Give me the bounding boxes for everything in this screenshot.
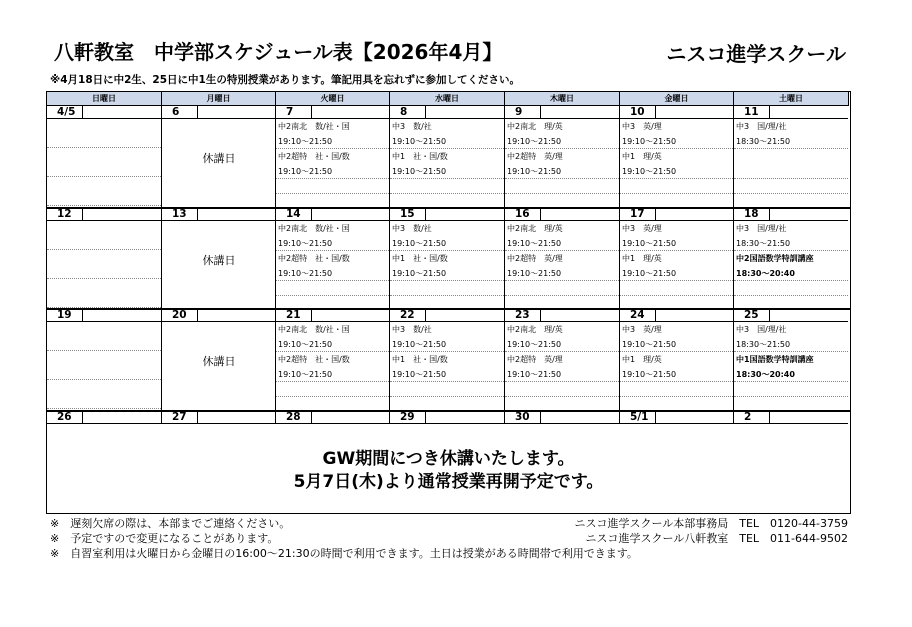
day-number — [390, 309, 504, 322]
day-number — [47, 208, 161, 221]
class-time: 19:10～21:50 — [620, 135, 733, 149]
day-number-text: 20 — [172, 309, 187, 321]
class-time: 18:30～21:50 — [734, 237, 848, 251]
day-number — [505, 309, 619, 322]
day-number-text: 14 — [286, 208, 301, 220]
day-number-text: 5/1 — [630, 411, 649, 423]
class-name: 中3 数/社 — [392, 122, 432, 131]
footer-note-change: ※ 予定ですので変更になることがあります。 — [50, 532, 279, 545]
blank-line — [276, 180, 389, 194]
class-time: 19:10～21:50 — [276, 267, 389, 281]
blank-line — [734, 180, 848, 194]
day-number-text: 28 — [286, 411, 301, 423]
day-number-text: 12 — [57, 208, 72, 220]
class-time: 19:10～21:50 — [390, 237, 504, 251]
class-time: 19:10～21:50 — [390, 165, 504, 179]
day-number — [505, 411, 619, 424]
class-time: 18:30～20:40 — [734, 267, 848, 281]
day-number — [276, 309, 389, 322]
class-name: 中3 国/理/社 — [736, 224, 787, 233]
day-number — [276, 106, 389, 119]
weekday-header: 日曜日 — [47, 92, 162, 106]
class-name: 中2南北 理/英 — [507, 122, 563, 131]
day-number-text: 13 — [172, 208, 187, 220]
blank-line — [47, 279, 161, 308]
blank-line — [505, 383, 619, 397]
resume-message: 5月7日(木)より通常授業再開予定です。 — [293, 472, 604, 492]
class-name: 中3 英/理 — [622, 122, 662, 131]
class-time: 19:10～21:50 — [620, 368, 733, 382]
weekday-header: 金曜日 — [620, 92, 734, 106]
day-number-text: 25 — [744, 309, 759, 321]
day-number — [734, 309, 848, 322]
day-number — [505, 106, 619, 119]
blank-line — [505, 180, 619, 194]
day-number-text: 8 — [400, 106, 408, 118]
class-time: 19:10～21:50 — [276, 237, 389, 251]
special-class-notice: ※4月18日に中2生、25日に中1生の特別授業があります。筆記用具を忘れずに参加してください。 — [50, 74, 521, 86]
class-name: 中3 国/理/社 — [736, 122, 787, 131]
class-name: 中1 社・国/数 — [392, 355, 448, 364]
day-number — [47, 309, 161, 322]
class-time: 19:10～21:50 — [390, 267, 504, 281]
day-number — [162, 106, 275, 119]
class-time: 19:10～21:50 — [505, 368, 619, 382]
class-name: 中2南北 理/英 — [507, 224, 563, 233]
day-number — [276, 208, 389, 221]
class-time: 19:10～21:50 — [276, 368, 389, 382]
day-number-text: 26 — [57, 411, 72, 423]
blank-line — [47, 177, 161, 206]
class-name: 中1 理/英 — [622, 152, 662, 161]
class-name: 中2超特 英/理 — [507, 355, 563, 364]
footer-contact-head-office: ニスコ進学スクール本部事務局 TEL 0120-44-3759 — [574, 517, 848, 530]
day-number-text: 21 — [286, 309, 301, 321]
weekday-header: 土曜日 — [734, 92, 849, 106]
day-number-text: 18 — [744, 208, 759, 220]
blank-line — [390, 383, 504, 397]
blank-line — [47, 250, 161, 279]
day-number — [162, 208, 275, 221]
day-number — [162, 309, 275, 322]
class-name: 中1国語数学特訓講座 — [736, 355, 814, 364]
day-number-text: 19 — [57, 309, 72, 321]
day-number-text: 27 — [172, 411, 187, 423]
day-number — [734, 106, 848, 119]
class-time: 19:10～21:50 — [505, 338, 619, 352]
class-name: 中1 理/英 — [622, 355, 662, 364]
class-time — [734, 165, 848, 179]
class-time: 19:10～21:50 — [276, 338, 389, 352]
blank-line — [620, 282, 733, 296]
schedule-calendar — [46, 91, 851, 514]
class-time: 18:30～21:50 — [734, 135, 848, 149]
blank-line — [390, 180, 504, 194]
day-number-text: 9 — [515, 106, 523, 118]
class-name: 中3 英/理 — [622, 224, 662, 233]
class-name: 中2南北 数/社・国 — [278, 325, 350, 334]
day-number-text: 11 — [744, 106, 759, 118]
closed-day-label: 休講日 — [202, 254, 236, 267]
blank-line — [620, 180, 733, 194]
class-name: 中1 社・国/数 — [392, 254, 448, 263]
blank-line — [47, 119, 161, 148]
class-time: 19:10～21:50 — [620, 267, 733, 281]
class-time: 19:10～21:50 — [505, 165, 619, 179]
day-number — [620, 208, 733, 221]
class-name: 中2超特 社・国/数 — [278, 152, 350, 161]
day-number — [620, 106, 733, 119]
blank-line — [505, 282, 619, 296]
class-name: 中2超特 社・国/数 — [278, 355, 350, 364]
day-number-text: 22 — [400, 309, 415, 321]
blank-line — [47, 322, 161, 351]
class-name: 中2国語数学特訓講座 — [736, 254, 814, 263]
day-number — [47, 411, 161, 424]
class-time: 19:10～21:50 — [620, 165, 733, 179]
class-name: 中3 国/理/社 — [736, 325, 787, 334]
blank-line — [47, 148, 161, 177]
day-number-text: 16 — [515, 208, 530, 220]
weekday-header: 火曜日 — [276, 92, 390, 106]
day-number-text: 15 — [400, 208, 415, 220]
class-name: 中3 数/社 — [392, 325, 432, 334]
day-number-text: 29 — [400, 411, 415, 423]
class-name: 中2南北 数/社・国 — [278, 224, 350, 233]
school-name: ニスコ進学スクール — [666, 42, 846, 66]
day-number — [390, 106, 504, 119]
blank-line — [276, 282, 389, 296]
day-number — [620, 411, 733, 424]
blank-line — [620, 383, 733, 397]
class-name: 中1 社・国/数 — [392, 152, 448, 161]
blank-line — [390, 282, 504, 296]
footer-note-study-room: ※ 自習室利用は火曜日から金曜日の16:00～21:30の時間で利用できます。土日は授業がある時間帯で利用できます。 — [50, 547, 638, 560]
class-name: 中2超特 英/理 — [507, 254, 563, 263]
day-number — [276, 411, 389, 424]
day-number — [390, 411, 504, 424]
day-number — [47, 106, 161, 119]
closed-day-label: 休講日 — [202, 152, 236, 165]
class-name: 中2超特 社・国/数 — [278, 254, 350, 263]
class-name: 中3 英/理 — [622, 325, 662, 334]
class-name: 中3 数/社 — [392, 224, 432, 233]
class-time: 19:10～21:50 — [390, 368, 504, 382]
day-number — [390, 208, 504, 221]
class-time: 19:10～21:50 — [505, 267, 619, 281]
blank-line — [276, 383, 389, 397]
class-time: 19:10～21:50 — [505, 135, 619, 149]
day-number-text: 7 — [286, 106, 294, 118]
day-number-text: 30 — [515, 411, 530, 423]
class-name — [734, 150, 848, 164]
class-time: 18:30～21:50 — [734, 338, 848, 352]
day-number — [505, 208, 619, 221]
class-name: 中2超特 英/理 — [507, 152, 563, 161]
closed-day-label: 休講日 — [202, 355, 236, 368]
day-number-text: 17 — [630, 208, 645, 220]
day-number — [162, 411, 275, 424]
class-time: 19:10～21:50 — [620, 237, 733, 251]
weekday-header: 木曜日 — [505, 92, 620, 106]
weekday-header: 月曜日 — [162, 92, 276, 106]
class-time: 19:10～21:50 — [276, 165, 389, 179]
day-number — [734, 208, 848, 221]
footer-contact-hachiken: ニスコ進学スクール八軒教室 TEL 011-644-9502 — [585, 532, 848, 545]
day-number-text: 24 — [630, 309, 645, 321]
blank-line — [47, 221, 161, 250]
day-number — [620, 309, 733, 322]
weekday-header: 水曜日 — [390, 92, 505, 106]
class-name: 中2南北 数/社・国 — [278, 122, 350, 131]
class-name: 中2南北 理/英 — [507, 325, 563, 334]
footer-note-late: ※ 遅刻欠席の際は、本部までご連絡ください。 — [50, 517, 291, 530]
blank-line — [47, 351, 161, 380]
page-title: 八軒教室 中学部スケジュール表【2026年4月】 — [54, 40, 503, 64]
class-time: 19:10～21:50 — [390, 338, 504, 352]
class-time: 19:10～21:50 — [390, 135, 504, 149]
gw-closed-message: GW期間につき休講いたします。 — [322, 449, 575, 469]
day-number — [734, 411, 848, 424]
day-number-text: 23 — [515, 309, 530, 321]
class-time: 18:30～20:40 — [734, 368, 848, 382]
class-time: 19:10～21:50 — [620, 338, 733, 352]
day-number-text: 6 — [172, 106, 180, 118]
day-number-text: 10 — [630, 106, 645, 118]
class-time: 19:10～21:50 — [505, 237, 619, 251]
class-name: 中1 理/英 — [622, 254, 662, 263]
blank-line — [47, 380, 161, 409]
blank-line — [734, 383, 848, 397]
class-time: 19:10～21:50 — [276, 135, 389, 149]
day-number-text: 2 — [744, 411, 752, 423]
day-number-text: 4/5 — [57, 106, 76, 118]
blank-line — [734, 282, 848, 296]
